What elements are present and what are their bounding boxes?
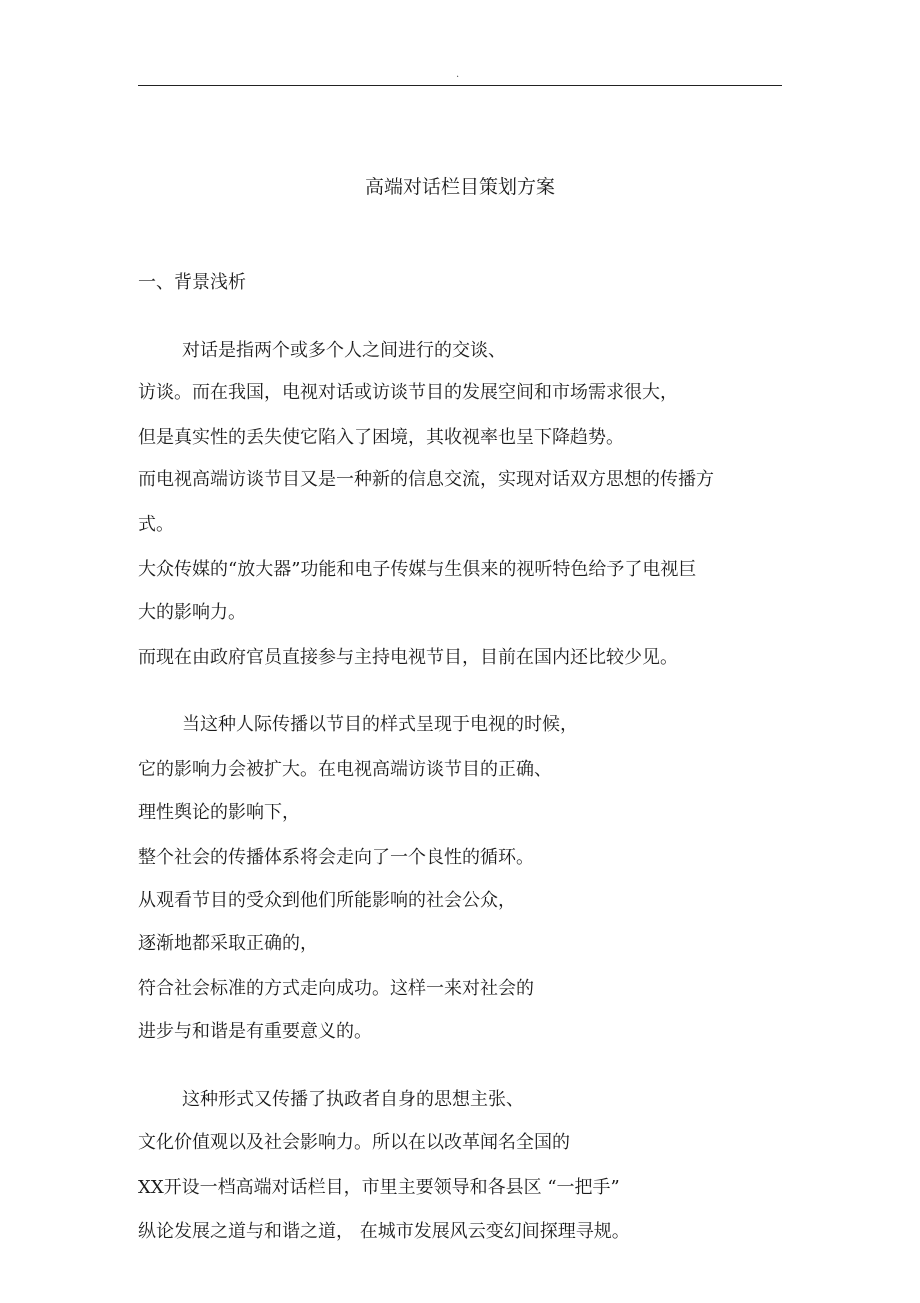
paragraph-2-line-8: 进步与和谐是有重要意义的。 bbox=[138, 1021, 372, 1042]
paragraph-1-line-8: 而现在由政府官员直接参与主持电视节目，目前在国内还比较少见。 bbox=[138, 647, 678, 668]
paragraph-3-line-4: 纵论发展之道与和谐之道， 在城市发展风云变幻间探理寻规。 bbox=[138, 1221, 630, 1242]
paragraph-1-line-4: 而电视高端访谈节目又是一种新的信息交流，实现对话双方思想的传播方 bbox=[138, 469, 714, 490]
section-heading: 一、背景浅析 bbox=[138, 272, 246, 293]
paragraph-3-line-3: XX开设一档高端对话栏目，市里主要领导和各县区 “一把手” bbox=[138, 1177, 620, 1198]
paragraph-1-line-2: 访谈。而在我国，电视对话或访谈节目的发展空间和市场需求很大， bbox=[138, 382, 678, 403]
paragraph-1-line-6: 大众传媒的“放大器”功能和电子传媒与生俱来的视听特色给予了电视巨 bbox=[138, 559, 697, 580]
paragraph-2-line-6: 逐渐地都采取正确的， bbox=[138, 933, 318, 954]
paragraph-2-line-5: 从观看节目的受众到他们所能影响的社会公众， bbox=[138, 890, 516, 911]
paragraph-1-line-5: 式。 bbox=[138, 514, 174, 535]
paragraph-2-line-3: 理性舆论的影响下， bbox=[138, 802, 300, 823]
paragraph-2-line-4: 整个社会的传播体系将会走向了一个良性的循环。 bbox=[138, 847, 534, 868]
header-rule bbox=[138, 85, 782, 86]
paragraph-1-line-3: 但是真实性的丢失使它陷入了困境，其收视率也呈下降趋势。 bbox=[138, 427, 624, 448]
header-mark: . bbox=[456, 69, 460, 80]
paragraph-3-line-1: 这种形式又传播了执政者自身的思想主张、 bbox=[182, 1089, 524, 1110]
paragraph-1-line-1: 对话是指两个或多个人之间进行的交谈、 bbox=[182, 340, 506, 361]
paragraph-2-line-7: 符合社会标准的方式走向成功。这样一来对社会的 bbox=[138, 978, 534, 999]
paragraph-2-line-1: 当这种人际传播以节目的样式呈现于电视的时候， bbox=[182, 714, 578, 735]
document-title: 高端对话栏目策划方案 bbox=[364, 176, 555, 198]
paragraph-1-line-7: 大的影响力。 bbox=[138, 602, 246, 623]
paragraph-2-line-2: 它的影响力会被扩大。在电视高端访谈节目的正确、 bbox=[138, 759, 552, 780]
paragraph-3-line-2: 文化价值观以及社会影响力。所以在以改革闻名全国的 bbox=[138, 1132, 570, 1153]
